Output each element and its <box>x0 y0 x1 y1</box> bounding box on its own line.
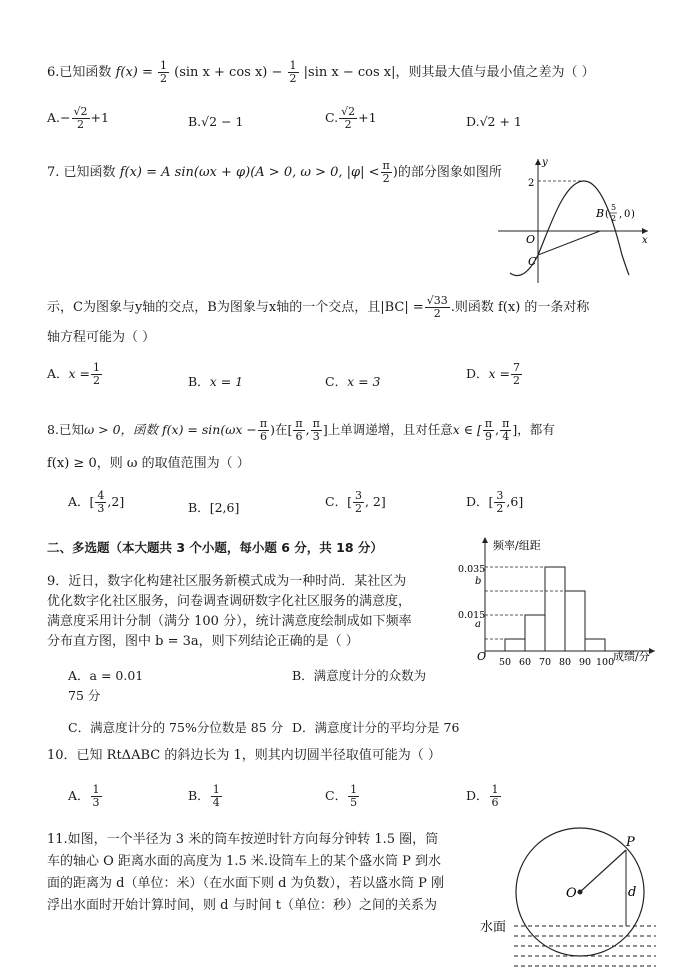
q7-line3: 轴方程可能为（ ） <box>47 330 156 345</box>
q10-option-d[interactable]: D． $\frac{1}{6}$ <box>466 783 499 809</box>
hist-xtick-80: 80 <box>559 657 572 668</box>
q7-stem: 7. 已知函数 f(x) = A sin(ωx + φ)(A > 0, ω > 0, |φ| < $\frac{\pi}{2}$ )的部分图象如图所 <box>47 159 502 185</box>
water-label: 水面 <box>480 920 507 935</box>
hist-xtick-70: 70 <box>539 657 552 668</box>
q10-option-b[interactable]: B． $\frac{1}{4}$ <box>188 783 220 809</box>
graph-point-b: B <box>596 207 605 220</box>
graph-origin: O <box>526 233 536 246</box>
q7-line2: 示，C为图象与y轴的交点，B为图象与x轴的一个交点，且|BC| = $\frac{√33}{2}$ .则函数 f(x) 的一条对称 <box>47 294 590 320</box>
hist-xtick-60: 60 <box>519 657 532 668</box>
center-label-o: O <box>566 886 577 901</box>
hist-xtick-100: 100 <box>596 657 615 668</box>
q8-option-c[interactable]: C．[ $\frac{3}{2}$ , 2] <box>325 489 386 515</box>
graph-point-c: C <box>528 255 537 268</box>
q8-line2: f(x) ≥ 0，则 ω 的取值范围为（ ） <box>47 456 250 471</box>
svg-text:(: ( <box>605 209 609 220</box>
hist-xtick-50: 50 <box>499 657 512 668</box>
hist-origin: O <box>477 650 487 663</box>
histogram-bar-50-60 <box>505 639 525 651</box>
q9-line-4: 分布直方图，图中 b = 3a，则下列结论正确的是（ ） <box>47 634 359 649</box>
q7-sine-graph <box>498 155 653 285</box>
q9-histogram <box>455 533 660 668</box>
svg-text:,: , <box>619 209 623 220</box>
svg-text:2: 2 <box>611 214 617 223</box>
q9-option-d[interactable]: D．满意度计分的平均分是 76 <box>292 720 460 735</box>
svg-text:): ) <box>631 209 635 220</box>
histogram-bar-80-90 <box>565 591 585 651</box>
hist-ytick-a: a <box>475 619 481 630</box>
q9-line-2: 优化数字化社区服务，问卷调查调研数字化社区服务的满意度， <box>47 594 412 609</box>
svg-text:0: 0 <box>624 209 631 220</box>
q11-line-2: 车的轴心 O 距离水面的高度为 1.5 米.设筒车上的某个盛水筒 P 到水 <box>47 854 442 869</box>
histogram-bar-70-80 <box>545 567 565 651</box>
q9-option-b-cont: 75 分 <box>68 688 101 703</box>
hist-ytick-0035: 0.035 <box>458 564 486 575</box>
q8-option-d[interactable]: D．[ $\frac{3}{2}$ ,6] <box>466 489 524 515</box>
hist-xtick-90: 90 <box>579 657 592 668</box>
q6-stem: 6.已知函数 f(x) = $\frac{1}{2}$ (sin x + cos x) − $\frac{1}{2}$ |sin x − cos x|，则其最大值与最小值之差为（ ） <box>47 59 595 85</box>
svg-text:5: 5 <box>611 203 617 212</box>
q11-line-3: 面的距离为 d（单位：米）（在水面下则 d 为负数），若以盛水筒 P 刚 <box>47 876 445 891</box>
q11-line-4: 浮出水面时开始计算时间，则 d 与时间 t（单位：秒）之间的关系为 <box>47 898 437 913</box>
q10-option-a[interactable]: A． $\frac{1}{3}$ <box>68 783 100 809</box>
q6-option-d[interactable]: D.√2 + 1 <box>466 114 522 129</box>
q7-option-d[interactable]: D．x = $\frac{7}{2}$ <box>466 361 521 387</box>
q7-option-a[interactable]: A．x = $\frac{1}{2}$ <box>47 361 101 387</box>
distance-label-d: d <box>628 885 637 900</box>
histogram-bar-90-100 <box>585 639 605 651</box>
q10-stem: 10．已知 RtΔABC 的斜边长为 1，则其内切圆半径取值可能为（ ） <box>47 748 441 763</box>
hist-ytick-b: b <box>475 576 482 587</box>
q9-line-3: 满意度采用计分制（满分 100 分），统计满意度绘制成如下频率 <box>47 614 412 629</box>
q9-option-c[interactable]: C．满意度计分的 75%分位数是 85 分 <box>68 720 284 735</box>
q11-waterwheel-figure <box>478 820 683 971</box>
point-label-p: P <box>626 835 635 850</box>
q11-line-1: 11.如图，一个半径为 3 米的筒车按逆时针方向每分钟转 1.5 圈，筒 <box>47 832 439 847</box>
section-heading: 二、多选题（本大题共 3 个小题，每小题 6 分，共 18 分） <box>47 540 383 555</box>
graph-max-label: 2 <box>528 178 535 189</box>
hist-xlabel: 成绩/分 <box>613 650 650 663</box>
q6-option-b[interactable]: B.√2 − 1 <box>188 114 244 129</box>
q9-option-a[interactable]: A．a = 0.01 <box>68 668 144 683</box>
q9-option-b[interactable]: B．满意度计分的众数为 <box>292 668 427 683</box>
q9-line-1: 9．近日，数字化构建社区服务新模式成为一种时尚．某社区为 <box>47 574 407 589</box>
hist-ytick-0015: 0.015 <box>458 610 486 621</box>
q6-option-a[interactable]: A.− $\frac{√2}{2}$ +1 <box>47 105 109 131</box>
q10-option-c[interactable]: C． $\frac{1}{5}$ <box>325 783 358 809</box>
q8-option-b[interactable]: B．[2,6] <box>188 500 240 515</box>
q7-option-c[interactable]: C．x = 3 <box>325 374 381 389</box>
q8-option-a[interactable]: A．[ $\frac{4}{3}$ ,2] <box>68 489 125 515</box>
q6-option-c[interactable]: C. $\frac{√2}{2}$ +1 <box>325 105 377 131</box>
q7-option-b[interactable]: B．x = 1 <box>188 374 244 389</box>
hist-ylabel: 频率/组距 <box>493 539 541 552</box>
graph-y-label: y <box>542 157 548 168</box>
q8-line1: 8.已知ω > 0，函数 f(x) = sin(ωx − $\frac{\pi}{6}$ )在[ $\frac{\pi}{6}$ , $\frac{\pi}{3}$ ]上单调递增，且对任意x ∈ [ $\frac{\pi}{9}$ , $\frac{\pi}{4}$ ]，都有 <box>47 417 555 443</box>
graph-x-label: x <box>642 235 648 246</box>
histogram-bar-60-70 <box>525 615 545 651</box>
